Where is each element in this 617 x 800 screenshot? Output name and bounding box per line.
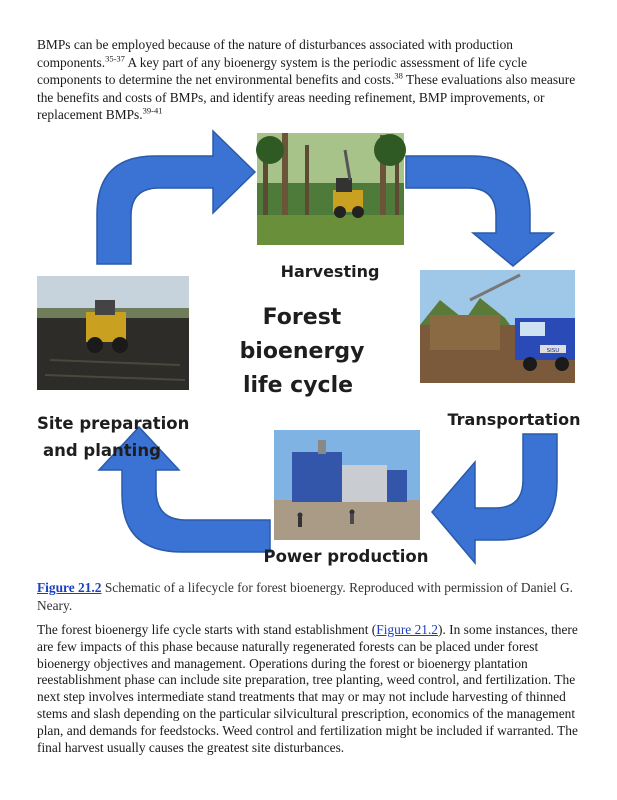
citation-38[interactable]: 38: [394, 70, 403, 81]
intro-text-1: BMPs can be employed because of the nature of disturbances associated with production components.: [37, 37, 513, 70]
citation-39-41[interactable]: 39-41: [142, 105, 163, 116]
center-title-forest: Forest: [262, 305, 342, 330]
body-text-1: The forest bioenergy life cycle starts with stand establishment (: [37, 622, 377, 637]
body-paragraph: [37, 622, 589, 756]
power-production-photo: [274, 430, 420, 540]
label-and-planting: and planting: [43, 441, 161, 460]
harvesting-photo: [256, 133, 406, 245]
body-text-2: ). In some instances, there are few impacts of this phase because naturally regenerated forests can be placed under forest bioenergy objectives and management. Operations during the forest or bioenergy plantation reestablishment phase can include site preparation, tree planting, weed control, and fertilization. The next step involves intermediate stand treatments that may or may not include harvesting of thinned stems and slash depending on the particular silvicultural prescription, economics of the management plan, and demands for feedstocks. Weed control and fertilization might be included if warranted. The final harvest usually causes the greatest site disturbances.: [37, 622, 578, 755]
intro-text-3: These evaluations also measure the benefits and costs of BMPs, and identify areas needing refinement, BMP improvements, or replacement BMPs.: [37, 72, 576, 122]
intro-paragraph: [37, 36, 589, 124]
site-preparation-photo: [37, 276, 189, 390]
figure-caption: [37, 579, 597, 614]
arrow-power-to-site: [99, 427, 270, 552]
arrow-harvest-to-transport: [406, 156, 553, 266]
citation-35-37[interactable]: 35-37: [105, 53, 125, 64]
caption-text: Schematic of a lifecycle for forest bioenergy. Reproduced with permission of Daniel G. Neary.: [37, 580, 573, 613]
center-title-bioenergy: bioenergy: [239, 339, 365, 364]
figure-inline-link[interactable]: Figure 21.2: [376, 622, 439, 637]
intro-text-2: A key part of any bioenergy system is the periodic assessment of life cycle components to determine the net environmental benefits and costs.: [37, 54, 528, 87]
arrow-transport-to-power: [432, 434, 557, 563]
label-harvesting: Harvesting: [280, 262, 380, 281]
truck-plate: SISU: [546, 348, 560, 354]
arrow-site-to-harvest: [97, 131, 255, 264]
label-site-preparation: Site preparation: [37, 414, 190, 433]
center-title-life-cycle: life cycle: [242, 373, 354, 398]
label-transportation: Transportation: [447, 410, 581, 429]
label-power-production: Power production: [263, 547, 429, 566]
transportation-photo: [420, 270, 575, 383]
figure-link[interactable]: Figure 21.2: [37, 580, 102, 595]
